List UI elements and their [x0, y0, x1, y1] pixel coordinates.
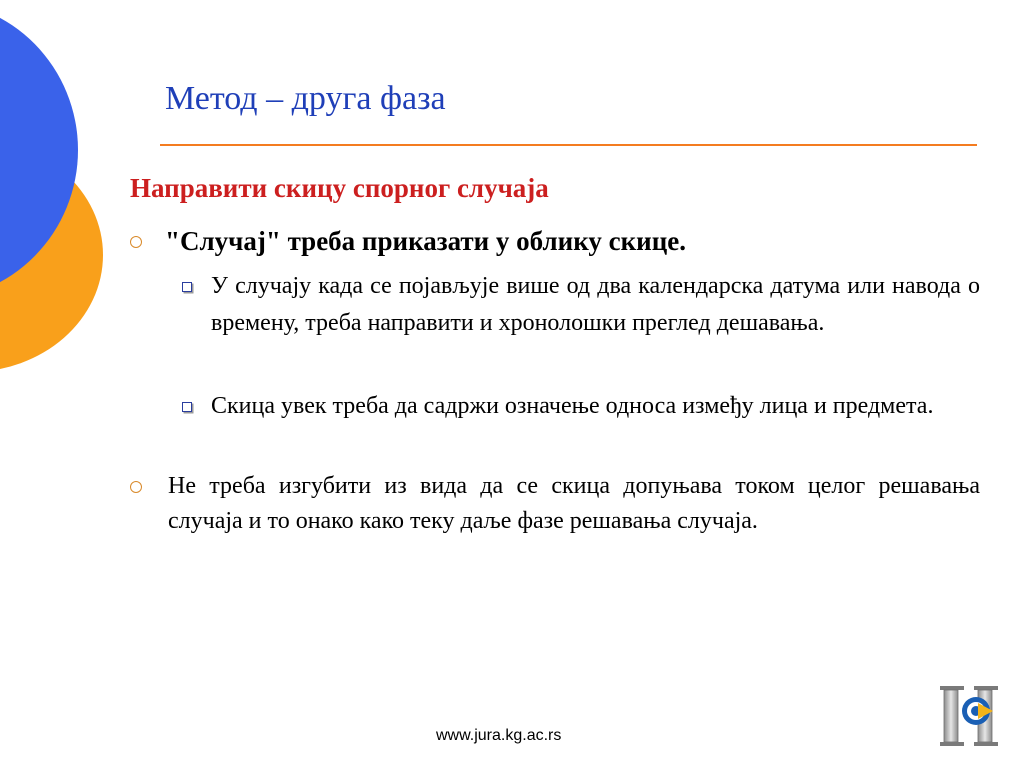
- square-bullet-icon: [182, 282, 192, 292]
- title-underline: [160, 144, 977, 146]
- sub-bullet-text-1: У случају када се појављује више од два календарска датума или навода о времену, треба направити и хронолошки преглед дешавања.: [211, 273, 980, 336]
- circle-bullet-icon: [130, 481, 142, 493]
- bullet-text-1: "Случај" треба приказати у облику скице.: [165, 226, 687, 256]
- sub-bullet-text-2: Скица увек треба да садржи означење односа између лица и предмета.: [211, 393, 934, 419]
- sub-bullet-item-2: [182, 388, 980, 425]
- corner-decoration: [0, 0, 110, 380]
- bullet-item-1: [130, 222, 980, 260]
- slide-subtitle: Направити скицу спорног случаја: [130, 173, 549, 203]
- sub-bullet-item-1: [182, 268, 980, 342]
- bullet-item-2: [130, 469, 980, 539]
- footer-url: www.jura.kg.ac.rs: [436, 727, 562, 744]
- slide-title: Метод – друга фаза: [165, 80, 446, 117]
- square-bullet-icon: [182, 402, 192, 412]
- faculty-logo-icon: [938, 684, 1000, 748]
- circle-bullet-icon: [130, 236, 142, 248]
- bullet-text-2: Не треба изгубити из вида да се скица допуњава током целог решавања случаја и то онако како теку даље фазе решавања случаја.: [168, 473, 980, 534]
